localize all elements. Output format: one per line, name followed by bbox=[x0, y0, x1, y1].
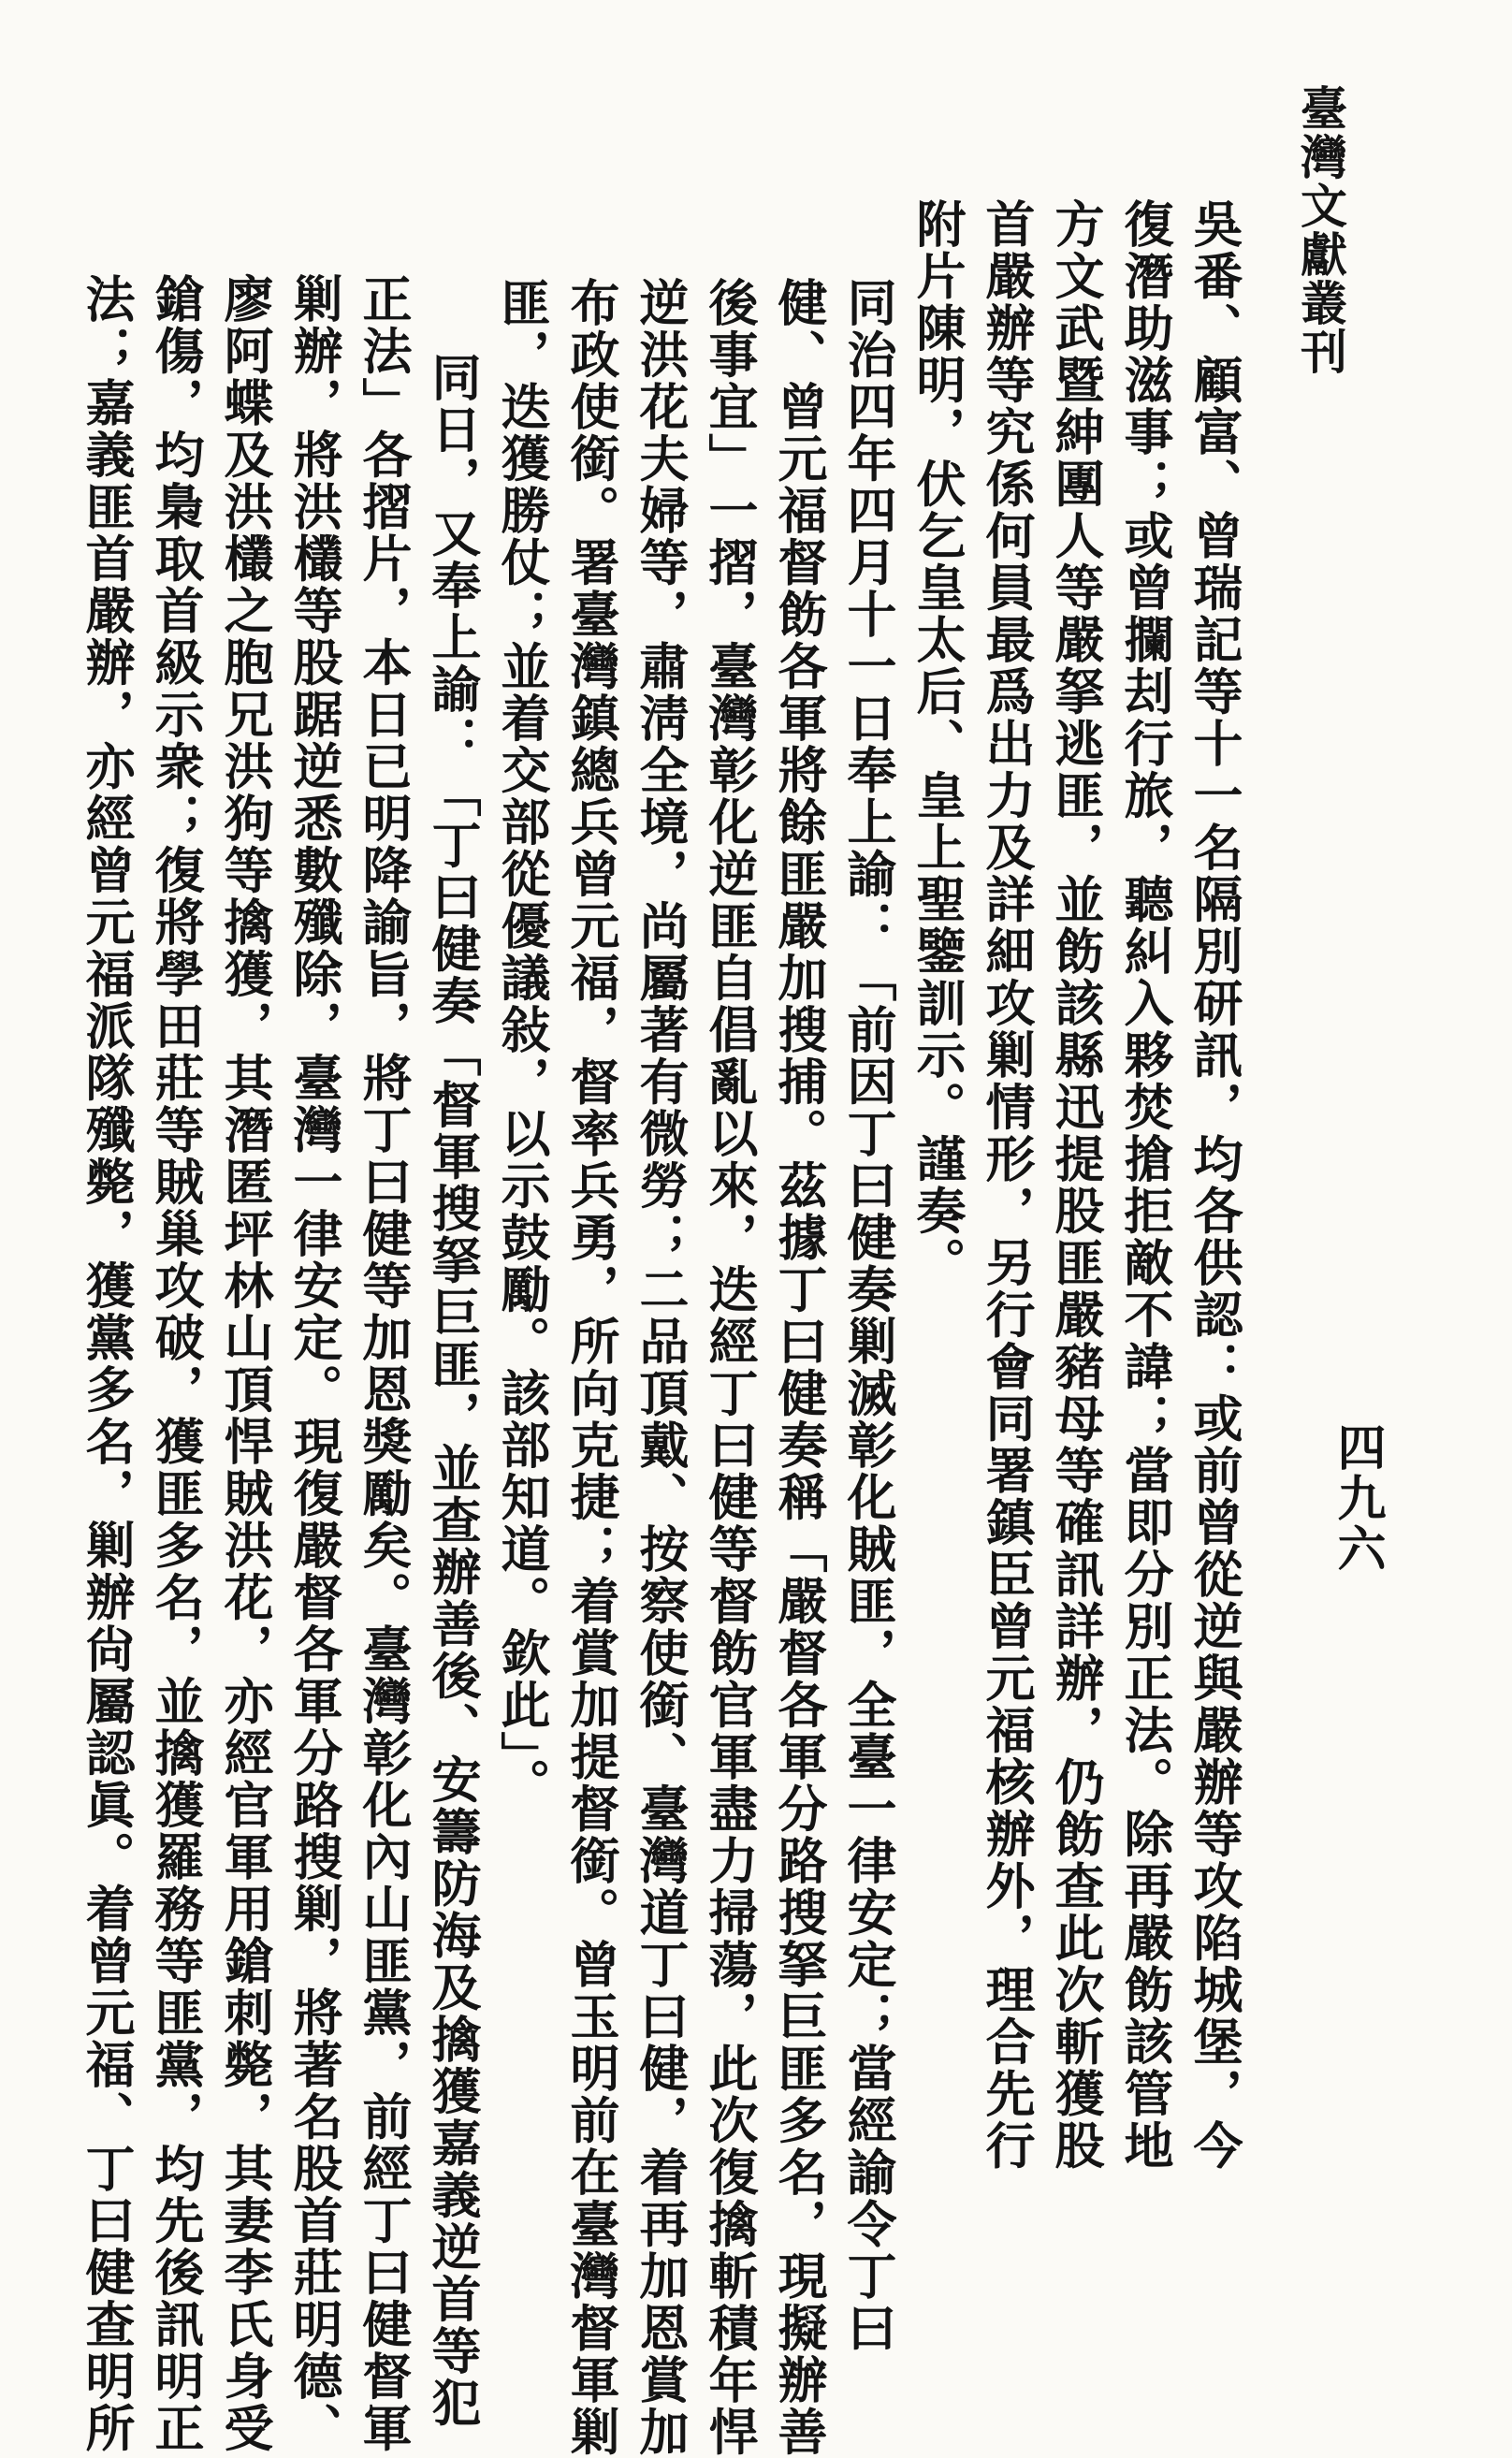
text-column-17: 法；嘉義匪首嚴辦，亦經曾元福派隊殲斃，獲黨多名，剿辦尙屬認眞。着曾元福、丁曰健查明所 bbox=[78, 273, 136, 2454]
text-column-4: 首嚴辦等究係何員最爲出力及詳細攻剿情形，另行會同署鎮臣曾元福核辦外，理合先行 bbox=[978, 198, 1036, 2172]
series-title: 臺灣文獻叢刊 bbox=[1293, 84, 1348, 376]
text-column-3: 方文武暨紳團人等嚴拏逃匪，並飭該縣迅提股匪嚴豬母等確訊詳辦，仍飭查此次斬獲股 bbox=[1047, 198, 1105, 2172]
text-column-1: 吳番、顧富、曾瑞記等十一名隔別研訊，均各供認：或前曾從逆與嚴辦等攻陷城堡，今 bbox=[1185, 198, 1243, 2172]
text-column-15: 廖阿蝶及洪欉之胞兄洪狗等擒獲，其潛匿坪林山頂悍賊洪花，亦經官軍用鎗刺斃，其妻李氏身受 bbox=[216, 273, 274, 2454]
text-column-10: 布政使銜。署臺灣鎮總兵曾元福，督率兵勇，所向克捷；着賞加提督銜。曾玉明前在臺灣督軍剿 bbox=[562, 277, 620, 2458]
text-column-12: 同日，又奉上諭：「丁曰健奏「督軍搜拏巨匪，並查辦善後、安籌防海及擒獲嘉義逆首等犯 bbox=[424, 352, 482, 2429]
text-column-5: 附片陳明，伏乞皇太后、皇上聖鑒訓示。謹奏。 bbox=[909, 198, 967, 1289]
text-column-11: 匪，迭獲勝仗；並着交部從優議敍，以示鼓勵。該部知道。欽此」。 bbox=[493, 277, 551, 1811]
text-column-14: 剿辦，將洪欉等股踞逆悉數殲除，臺灣一律安定。現復嚴督各軍分路搜剿，將著名股首莊明德、 bbox=[285, 273, 343, 2454]
text-column-16: 鎗傷，均梟取首級示衆；復將學田莊等賊巢攻破，獲匪多名，並擒獲羅務等匪黨，均先後訊明正 bbox=[147, 273, 205, 2454]
text-column-6: 同治四年四月十一日奉上諭：「前因丁曰健奏剿滅彰化賊匪，全臺一律安定；當經諭令丁曰 bbox=[839, 277, 897, 2354]
page-number: 四九六 bbox=[1329, 1422, 1386, 1574]
text-column-7: 健、曾元福督飭各軍將餘匪嚴加搜捕。茲據丁曰健奏稱「嚴督各軍分路搜拏巨匪多名，現擬辦善 bbox=[770, 277, 828, 2458]
text-column-13: 正法」各摺片，本日已明降諭旨，將丁曰健等加恩獎勵矣。臺灣彰化內山匪黨，前經丁曰健督軍 bbox=[355, 273, 413, 2454]
text-column-8: 後事宜」一摺，臺灣彰化逆匪自倡亂以來，迭經丁曰健等督飭官軍盡力掃蕩，此次復擒斬積年悍 bbox=[701, 277, 759, 2458]
text-column-2: 復潛助滋事；或曾攔刦行旅，聽糾入夥焚搶拒敵不諱；當即分別正法。除再嚴飭該管地 bbox=[1116, 198, 1174, 2172]
text-column-9: 逆洪花夫婦等，肅淸全境，尚屬著有微勞；二品頂戴、按察使銜、臺灣道丁曰健，着再加恩賞加 bbox=[632, 277, 690, 2458]
